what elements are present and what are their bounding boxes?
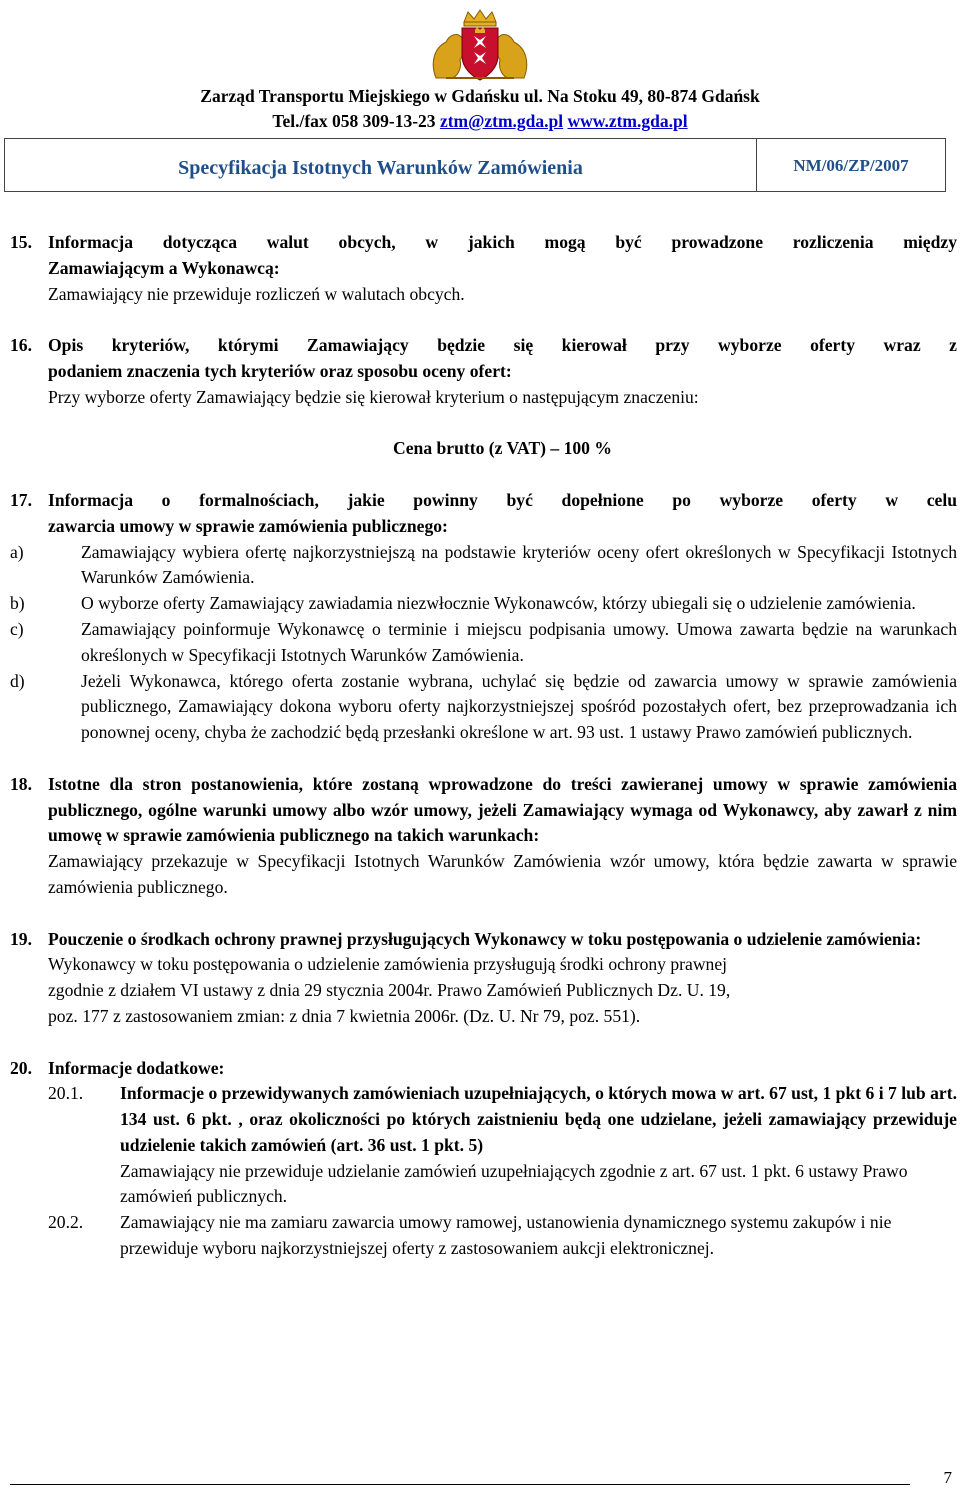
document-reference: NM/06/ZP/2007 xyxy=(793,156,909,175)
section-16 xyxy=(10,333,957,462)
list-text: Zamawiający poinformuje Wykonawcę o terminie i miejscu podpisania umowy. Umowa zawarta będzie na warunkach określonych w Specyfikacji Istotnych Warunków Zamówienia. xyxy=(81,618,957,665)
section-text: poz. 177 z zastosowaniem zmian: z dnia 7 kwietnia 2006r. (Dz. U. Nr 79, poz. 551). xyxy=(48,1005,641,1026)
section-title: Informacja dotycząca walut obcych, w jakich mogą być prowadzone rozliczenia między xyxy=(48,232,957,252)
list-text: Jeżeli Wykonawca, którego oferta zostanie wybrana, uchylać się będzie od zawarcia umowy w sprawie zamówienia publicznego, Zamawiający dokona wyboru oferty najkorzystniejszej spośród pozostałych ofert, bez przeprowadzania ich ponownej oceny, chyba że zachodzić będą przesłanki określone w art. 93 ust. 1 ustawy Prawo zamówień publicznych. xyxy=(81,670,957,743)
section-17 xyxy=(10,488,957,540)
list-text: Zamawiający wybiera ofertę najkorzystniejszą na podstawie kryteriów oceny ofert określonych w Specyfikacji Istotnych Warunków Zamówienia. xyxy=(81,541,957,588)
section-20 xyxy=(10,1056,957,1082)
email-link[interactable]: ztm@ztm.gda.pl xyxy=(439,111,564,131)
section-title: Istotne dla stron postanowienia, które zostaną wprowadzone do treści zawieranej umowy w sprawie zamówienia publicznego, ogólne warunki umowy albo wzór umowy, jeżeli Zamawiający wymaga od Wykonawcy, aby zawarł z nim umowę w sprawie zamówienia publicznego na takich warunkach: xyxy=(48,773,957,846)
page-number: 7 xyxy=(943,1468,952,1487)
subsection-title: Informacje o przewidywanych zamówieniach uzupełniających, o których mowa w art. 67 ust, 1 pkt 6 i 7 lub art. 134 ust. 6 pkt. , oraz okoliczności po których zaistnieniu będą one udzielane, jeżeli zamawiający przewiduje udzielenie takich zamówień (art. 36 ust. 1 pkt. 5) xyxy=(120,1083,957,1155)
section-text: Zamawiający nie przewiduje rozliczeń w walutach obcych. xyxy=(48,283,465,304)
section-number: 19. xyxy=(10,928,32,949)
list-label: a) xyxy=(10,541,24,562)
section-title-cont: Zamawiającym a Wykonawcą: xyxy=(48,257,280,278)
contact-line xyxy=(0,111,960,132)
section-18 xyxy=(10,772,957,901)
subsection-text: Zamawiający nie przewiduje udzielanie zamówień uzupełniających zgodnie z art. 67 ust. 1 pkt. 6 ustawy Prawo zamówień publicznych. xyxy=(120,1160,908,1207)
subsection-20-1 xyxy=(10,1081,957,1210)
org-address-line: Zarząd Transportu Miejskiego w Gdańsku ul. Na Stoku 49, 80-874 Gdańsk xyxy=(200,86,760,106)
document-body xyxy=(10,230,957,1262)
section-15 xyxy=(10,230,957,307)
coat-of-arms-icon xyxy=(416,8,544,82)
section-title: Pouczenie o środkach ochrony prawnej przysługujących Wykonawcy w toku postępowania o udzielenie zamówienia: xyxy=(48,928,922,949)
section-number: 15. xyxy=(10,232,32,252)
subsection-label: 20.2. xyxy=(48,1212,84,1233)
subsection-20-2 xyxy=(10,1210,957,1262)
website-link[interactable]: www.ztm.gda.pl xyxy=(567,111,688,131)
list-item xyxy=(10,617,957,669)
section-text: Przy wyborze oferty Zamawiający będzie się kierował kryterium o następującym znaczeniu: xyxy=(48,386,699,407)
price-criterion: Cena brutto (z VAT) – 100 % xyxy=(393,438,612,459)
section-text: Wykonawcy w toku postępowania o udzielenie zamówienia przysługują środki ochrony prawnej xyxy=(48,954,728,975)
subsection-label: 20.1. xyxy=(48,1083,84,1104)
list-item xyxy=(10,591,957,617)
list-item xyxy=(10,669,957,746)
list-label: c) xyxy=(10,618,24,639)
section-title: Opis kryteriów, którymi Zamawiający będzie się kierował przy wyborze oferty wraz z xyxy=(48,335,957,356)
list-label: d) xyxy=(10,670,25,691)
list-item xyxy=(10,540,957,592)
section-text: Zamawiający przekazuje w Specyfikacji Istotnych Warunków Zamówienia wzór umowy, która będzie zawarta w sprawie zamówienia publicznego. xyxy=(48,851,957,897)
section-number: 20. xyxy=(10,1057,32,1078)
section-title: Informacja o formalnościach, jakie powinny być dopełnione po wyborze oferty w celu xyxy=(48,489,957,510)
section-title: Informacje dodatkowe: xyxy=(48,1057,225,1078)
section-title-cont: podaniem znaczenia tych kryteriów oraz sposobu oceny ofert: xyxy=(48,360,512,381)
subsection-text: Zamawiający nie ma zamiaru zawarcia umowy ramowej, ustanowienia dynamicznego systemu zakupów i nie przewiduje wyboru najkorzystniejszej oferty z zastosowaniem aukcji elektronicznej. xyxy=(120,1212,892,1259)
list-label: b) xyxy=(10,593,25,614)
phone-fax: Tel./fax 058 309-13-23 xyxy=(272,111,436,131)
section-number: 18. xyxy=(10,773,32,794)
section-number: 17. xyxy=(10,489,32,510)
section-title-cont: zawarcia umowy w sprawie zamówienia publicznego: xyxy=(48,515,448,536)
section-number: 16. xyxy=(10,335,32,356)
document-title-box xyxy=(4,138,946,192)
document-title: Specyfikacja Istotnych Warunków Zamówienia xyxy=(5,139,757,191)
list-text: O wyborze oferty Zamawiający zawiadamia niezwłocznie Wykonawców, którzy ubiegali się o udzielenie zamówienia. xyxy=(81,593,916,614)
section-text: zgodnie z działem VI ustawy z dnia 29 stycznia 2004r. Prawo Zamówień Publicznych Dz. U. 19, xyxy=(48,980,731,1001)
section-19 xyxy=(10,927,957,1030)
footer-divider xyxy=(10,1484,910,1485)
